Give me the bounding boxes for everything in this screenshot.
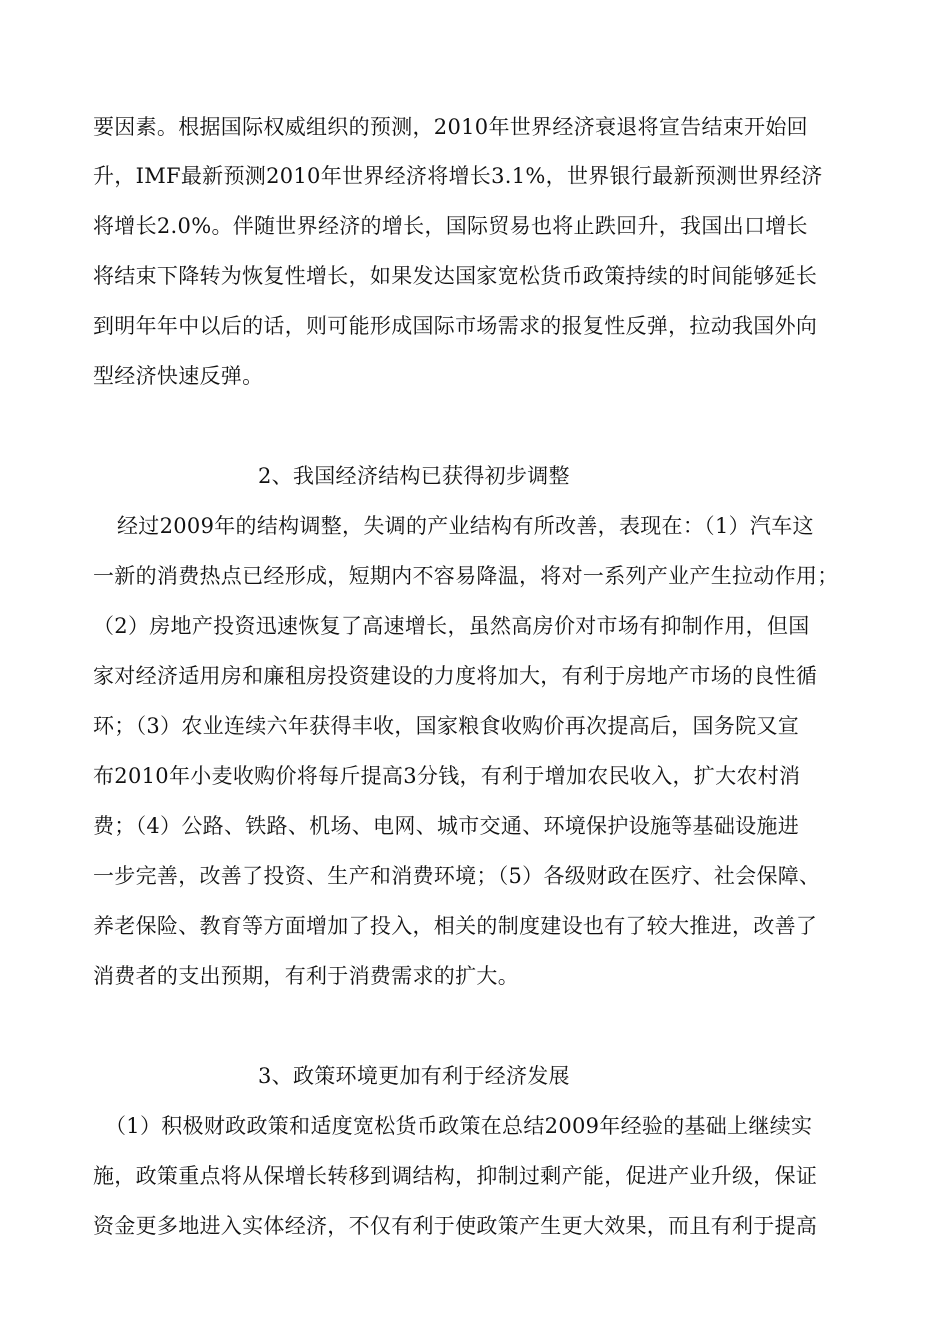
section-heading-policy-environment: 3、政策环境更加有利于经济发展 bbox=[258, 1064, 570, 1088]
text-line: 一步完善，改善了投资、生产和消费环境；（5）各级财政在医疗、社会保障、 bbox=[93, 864, 821, 888]
text-line: 经过2009年的结构调整，失调的产业结构有所改善，表现在：（1）汽车这 bbox=[117, 514, 814, 538]
text-line: 养老保险、教育等方面增加了投入，相关的制度建设也有了较大推进，改善了 bbox=[93, 914, 818, 938]
text-line: 布2010年小麦收购价将每斤提高3分钱，有利于增加农民收入，扩大农村消 bbox=[93, 764, 801, 788]
text-line: 费；（4）公路、铁路、机场、电网、城市交通、环境保护设施等基础设施进 bbox=[93, 814, 800, 838]
text-line: 将增长2.0%。伴随世界经济的增长，国际贸易也将止跌回升，我国出口增长 bbox=[93, 214, 808, 238]
text-line: 施，政策重点将从保增长转移到调结构，抑制过剩产能，促进产业升级，保证 bbox=[93, 1164, 818, 1188]
text-line: （1）积极财政政策和适度宽松货币政策在总结2009年经验的基础上继续实 bbox=[105, 1114, 813, 1138]
text-line: 家对经济适用房和廉租房投资建设的力度将加大，有利于房地产市场的良性循 bbox=[93, 664, 818, 688]
text-line: 消费者的支出预期，有利于消费需求的扩大。 bbox=[93, 964, 519, 988]
text-line: 升，IMF最新预测2010年世界经济将增长3.1%，世界银行最新预测世界经济 bbox=[93, 164, 823, 188]
section-heading-economic-structure: 2、我国经济结构已获得初步调整 bbox=[258, 464, 570, 488]
text-line: 环；（3）农业连续六年获得丰收，国家粮食收购价再次提高后，国务院又宣 bbox=[93, 714, 800, 738]
text-line: 资金更多地进入实体经济，不仅有利于使政策产生更大效果，而且有利于提高 bbox=[93, 1214, 818, 1238]
text-line: 一新的消费热点已经形成，短期内不容易降温，将对一系列产业产生拉动作用； bbox=[93, 564, 839, 588]
text-line: 要因素。根据国际权威组织的预测，2010年世界经济衰退将宣告结束开始回 bbox=[93, 115, 808, 139]
text-line: 将结束下降转为恢复性增长，如果发达国家宽松货币政策持续的时间能够延长 bbox=[93, 264, 818, 288]
text-line: （2）房地产投资迅速恢复了高速增长，虽然高房价对市场有抑制作用，但国 bbox=[93, 614, 810, 638]
text-line: 型经济快速反弹。 bbox=[93, 364, 264, 388]
text-line: 到明年年中以后的话，则可能形成国际市场需求的报复性反弹，拉动我国外向 bbox=[93, 314, 818, 338]
